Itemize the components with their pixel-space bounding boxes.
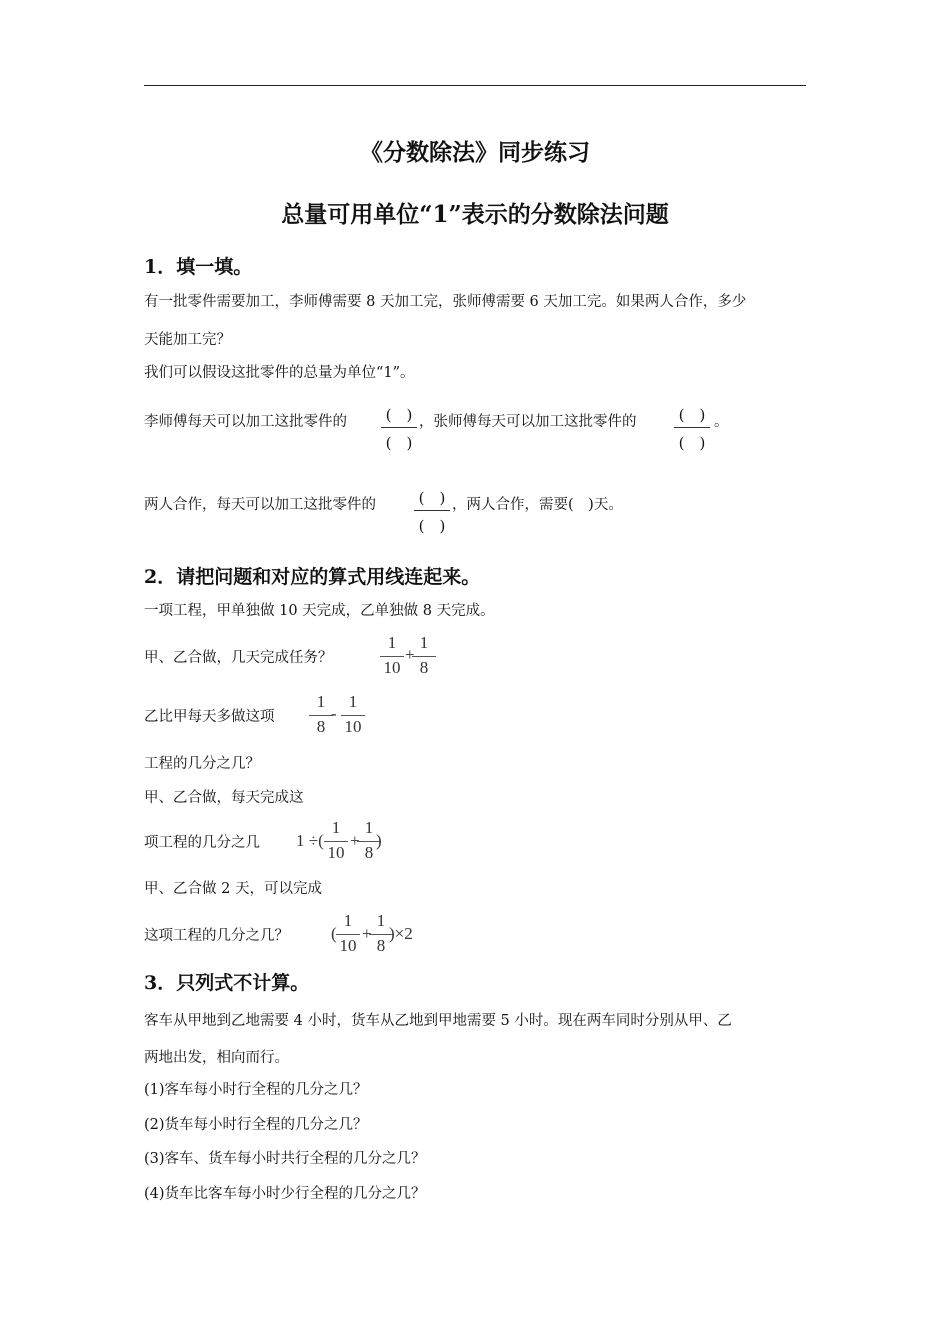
section2-heading: 2．请把问题和对应的算式用线连起来。 bbox=[144, 566, 481, 588]
section3-paragraph-line1: 客车从甲地到乙地需要 4 小时，货车从乙地到甲地需要 5 小时。现在两车同时分别从甲、乙 bbox=[144, 1013, 732, 1029]
plus-sign: + bbox=[350, 831, 360, 850]
question-1[interactable]: 甲、乙合做，几天完成任务？ bbox=[144, 650, 333, 666]
line3-text-b: ，张师傅每天可以加工这批零件的 bbox=[419, 414, 637, 430]
question-2-line1[interactable]: 乙比甲每天多做这项 bbox=[144, 709, 275, 725]
blank-numerator[interactable]: ( ) bbox=[418, 489, 446, 507]
line4-text-b: ，两人合作，需要( )天。 bbox=[452, 497, 623, 513]
line3-text-c: 。 bbox=[714, 414, 729, 430]
list-item: (3)客车、货车每小时共行全程的几分之几？ bbox=[144, 1151, 426, 1167]
question-3-line2[interactable]: 项工程的几分之几 bbox=[144, 835, 260, 851]
section3-paragraph-line2: 两地出发，相向而行。 bbox=[144, 1050, 289, 1066]
line3-text-a: 李师傅每天可以加工这批零件的 bbox=[144, 414, 347, 430]
section1-paragraph-line1: 有一批零件需要加工，李师傅需要 8 天加工完，张师傅需要 6 天加工完。如果两人合作，多少 bbox=[144, 294, 747, 310]
section3-heading: 3．只列式不计算。 bbox=[144, 972, 310, 994]
section1-heading: 1．填一填。 bbox=[144, 256, 253, 278]
section1-paragraph-line2: 天能加工完？ bbox=[144, 332, 231, 348]
section2-intro: 一项工程，甲单独做 10 天完成，乙单独做 8 天完成。 bbox=[144, 603, 495, 619]
section1-assumption: 我们可以假设这批零件的总量为单位“1”。 bbox=[144, 365, 415, 381]
list-item: (2)货车每小时行全程的几分之几？ bbox=[144, 1117, 368, 1133]
header-rule bbox=[144, 85, 806, 86]
times-two: )×2 bbox=[389, 924, 413, 943]
line4-text-a: 两人合作，每天可以加工这批零件的 bbox=[144, 497, 376, 513]
fraction-bar bbox=[674, 427, 710, 428]
fraction-bar bbox=[381, 427, 417, 428]
page-subtitle: 总量可用单位“1”表示的分数除法问题 bbox=[281, 201, 669, 228]
fraction-bar bbox=[414, 510, 450, 511]
expression-3-prefix: 1 ÷( bbox=[296, 831, 324, 850]
blank-denominator[interactable]: ( ) bbox=[678, 434, 706, 452]
list-item: (1)客车每小时行全程的几分之几？ bbox=[144, 1082, 368, 1098]
blank-denominator[interactable]: ( ) bbox=[385, 434, 413, 452]
plus-sign: + bbox=[405, 645, 415, 664]
question-4-line1[interactable]: 甲、乙合做 2 天，可以完成 bbox=[144, 881, 322, 897]
close-paren: ) bbox=[376, 831, 382, 850]
plus-sign: + bbox=[362, 924, 372, 943]
question-3-line1[interactable]: 甲、乙合做，每天完成这 bbox=[144, 790, 304, 806]
blank-numerator[interactable]: ( ) bbox=[385, 406, 413, 424]
blank-denominator[interactable]: ( ) bbox=[418, 517, 446, 535]
open-paren: ( bbox=[331, 924, 337, 943]
question-2-line2[interactable]: 工程的几分之几？ bbox=[144, 756, 260, 772]
list-item: (4)货车比客车每小时少行全程的几分之几？ bbox=[144, 1186, 426, 1202]
question-4-line2[interactable]: 这项工程的几分之几？ bbox=[144, 928, 289, 944]
page-title: 《分数除法》同步练习 bbox=[360, 139, 590, 166]
minus-sign: - bbox=[331, 704, 337, 723]
blank-numerator[interactable]: ( ) bbox=[678, 406, 706, 424]
